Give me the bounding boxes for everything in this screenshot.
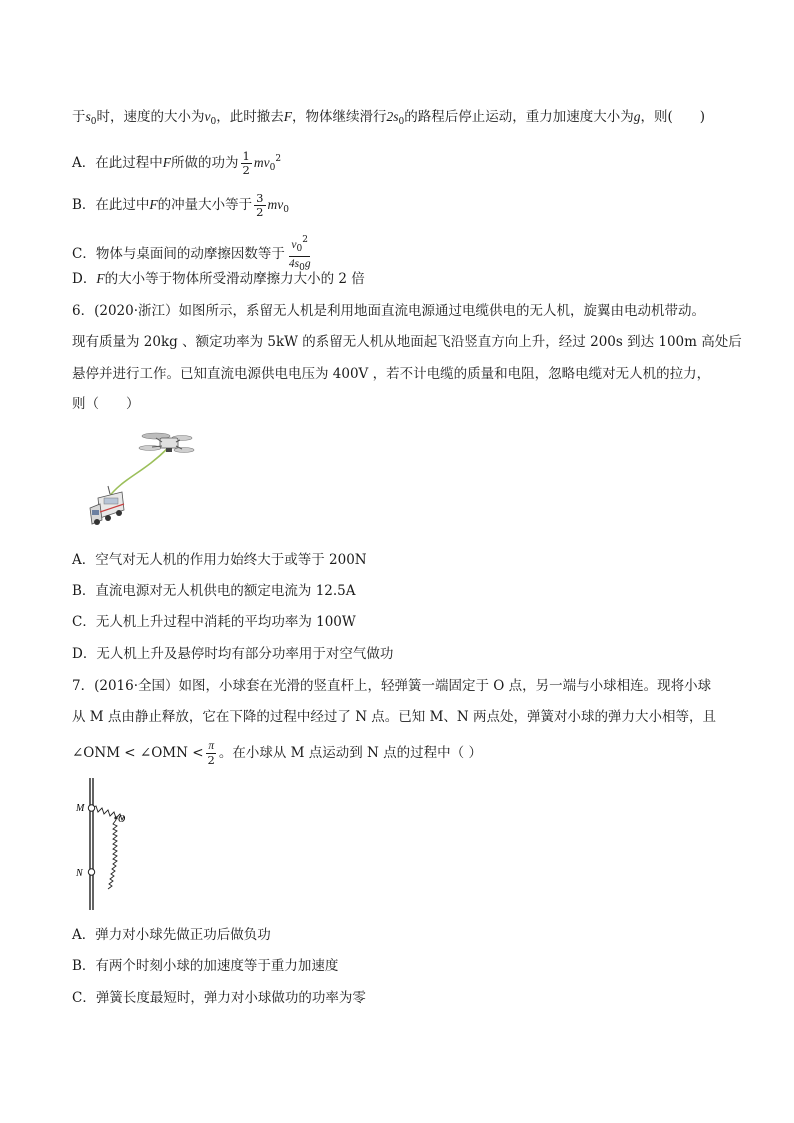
- spring-rod-figure: [70, 776, 140, 912]
- q5-option-b: B．在此过中F的冲量大小等于 $\frac{3}{2}$ $mv_0$: [72, 191, 289, 219]
- spring-lower: [108, 820, 117, 889]
- q6-option-a: A．空气对无人机的作用力始终大于或等于 200N: [72, 552, 367, 568]
- q7-option-c: C．弹簧长度最短时，弹力对小球做功的功率为零: [72, 990, 366, 1006]
- q7-option-a: A．弹力对小球先做正功后做负功: [72, 927, 271, 943]
- fraction: $\frac{1}{2}$: [242, 149, 250, 177]
- fraction: $\frac{\pi}{2}$: [207, 740, 215, 767]
- q7-stem-line1: 7．(2016·全国）如图，小球套在光滑的竖直杆上，轻弹簧一端固定于 O 点，另一端与小球相连。现将小球: [72, 678, 712, 694]
- label-m: M: [76, 803, 85, 814]
- q6-stem-line4: 则（ ）: [72, 396, 140, 412]
- fraction: $\frac{v_0^2}{4s_0g}$: [288, 235, 311, 273]
- q7-option-b: B．有两个时刻小球的加速度等于重力加速度: [72, 958, 339, 974]
- q7-stem-line2: 从 M 点由静止释放，它在下降的过程中经过了 N 点。已知 M、N 两点处，弹簧对小球的弹力大小相等，且: [72, 709, 717, 725]
- tethered-drone-figure: [88, 428, 200, 526]
- label-n: N: [76, 868, 83, 879]
- q6-option-b: B．直流电源对无人机供电的额定电流为 12.5A: [72, 583, 356, 599]
- q6-stem-line2: 现有质量为 20kg 、额定功率为 5kW 的系留无人机从地面起飞沿竖直方向上升，经过 200s 到达 100m 高处后: [72, 334, 742, 350]
- q6-stem-line1: 6．(2020·浙江）如图所示，系留无人机是利用地面直流电源通过电缆供电的无人机，旋翼由电动机带动。: [72, 303, 706, 319]
- truck-icon: [90, 486, 124, 525]
- ball-at-n: [88, 869, 94, 875]
- q6-option-c: C．无人机上升过程中消耗的平均功率为 100W: [72, 614, 356, 630]
- q5-option-c: C．物体与桌面间的动摩擦因数等于 $\frac{v_0^2}{4s_0g}$: [72, 235, 311, 273]
- q5-option-d: D．F的大小等于物体所受滑动摩擦力大小的 2 倍: [72, 271, 365, 287]
- q5-option-a: A．在此过程中F所做的功为 $\frac{1}{2}$ $mv_0^2$: [72, 149, 282, 177]
- q7-stem-line3: ∠ONM < ∠OMN < $\frac{\pi}{2}$ 。在小球从 M 点运动到 N 点的过程中（ ）: [72, 740, 482, 767]
- drone-icon: [139, 433, 194, 453]
- q6-option-d: D．无人机上升及悬停时均有部分功率用于对空气做功: [72, 646, 394, 662]
- cable: [108, 448, 168, 498]
- q5-stem: 于$s_0$时，速度的大小为$v_0$，此时撤去F，物体继续滑行$2s_0$的路程后停止运动，重力加速度大小为g，则( ): [72, 109, 706, 127]
- fraction: $\frac{3}{2}$: [256, 191, 264, 219]
- ball-at-m: [88, 805, 94, 811]
- label-o: O: [118, 814, 126, 825]
- q6-stem-line3: 悬停并进行工作。已知直流电源供电电压为 400V ，若不计电缆的质量和电阻，忽略电缆对无人机的拉力，: [72, 366, 711, 382]
